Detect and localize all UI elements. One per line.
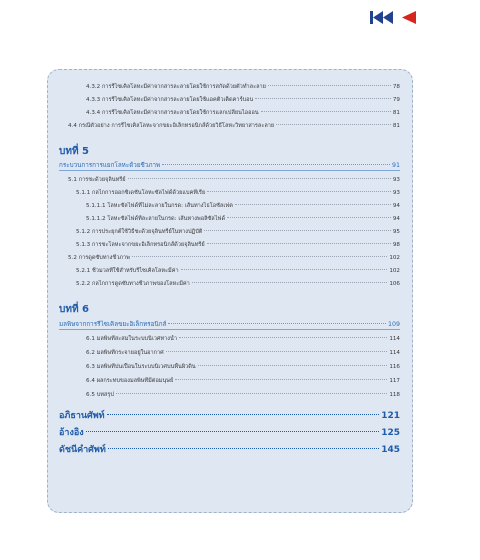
dot-leader [276,124,391,125]
toc-entry[interactable] [86,109,400,117]
dot-leader [235,204,391,205]
entry-number: 6.1 [86,336,95,342]
entry-number: 4.4 [68,123,77,129]
entry-number: 4.3.4 [86,110,101,116]
entry-page: 114 [389,350,400,356]
entry-page: 121 [381,411,400,421]
entry-page: 125 [381,428,400,438]
toc-entry[interactable] [86,377,400,385]
toc-entry[interactable] [86,391,400,399]
entry-page: 102 [389,268,400,274]
entry-number: 5.1.3 [76,242,91,248]
entry-page: 79 [392,97,400,103]
entry-number: 5.1.1.1 [86,203,106,209]
dot-leader [198,365,388,366]
toc-entry[interactable] [68,176,400,184]
dot-leader [255,98,391,99]
entry-title: กรณีตัวอย่าง การรีไซเคิลโลหะจากขยะอิเล็กทรอนิกส์ด้วยวิธีโลหะวิทยาสารละลาย [78,123,275,129]
page-navigation [370,11,416,24]
dot-leader [175,379,387,380]
entry-number: 6.5 [86,392,95,398]
dot-leader [168,323,386,324]
dot-leader [261,111,391,112]
entry-number: 5.2 [68,255,77,261]
chapter-underline [59,329,400,330]
entry-number: 6.3 [86,364,95,370]
entry-number: 5.2.2 [76,281,91,287]
chapter-title-entry[interactable] [59,160,400,170]
dot-leader [108,448,379,449]
entry-page: 95 [392,229,400,235]
dot-leader [107,414,380,415]
entry-number: 5.1.1 [76,190,91,196]
toc-entry[interactable] [76,241,400,249]
chapter-heading: บทที่ 6 [59,304,89,315]
toc-entry[interactable] [86,202,400,210]
toc-entry[interactable] [86,335,400,343]
entry-number: 6.4 [86,378,95,384]
dot-leader [181,269,388,270]
toc-entry[interactable] [86,363,400,371]
toc-entry[interactable] [76,228,400,236]
back-matter-entry[interactable] [59,425,400,439]
entry-page: 93 [392,190,400,196]
dot-leader [128,178,391,179]
entry-page: 106 [389,281,400,287]
entry-page: 117 [389,378,400,384]
entry-title: การรีไซเคิลโลหะมีค่าจากสารละลายโดยใช้แอคติวเต็ดคาร์บอน [102,97,254,103]
dot-leader [227,217,391,218]
toc-entry[interactable] [86,349,400,357]
entry-page: 81 [392,123,400,129]
entry-title: มลพิษที่สะสมในระบบนิเวศทางน้ำ [96,336,178,342]
dot-leader [116,393,387,394]
toc-entry[interactable] [86,215,400,223]
entry-number: 4.3.3 [86,97,101,103]
dot-leader [207,243,391,244]
back-matter-entry[interactable] [59,408,400,422]
entry-title: โลหะซัลไฟด์ที่ไม่ละลายในกรด: เส้นทางไธโอซัลเฟต [107,203,233,209]
entry-number: 5.1.1.2 [86,216,106,222]
toc-entry[interactable] [86,83,400,91]
table-of-contents-panel [47,69,413,513]
entry-title: บทสรุป [96,392,114,398]
entry-number: 5.1 [68,177,77,183]
entry-title: การรีไซเคิลโลหะมีค่าจากสารละลายโดยใช้การสกัดด้วยตัวทำละลาย [102,84,266,90]
entry-page: 81 [392,110,400,116]
toc-entry[interactable] [76,189,400,197]
entry-title: ผลกระทบของมลพิษที่มีต่อมนุษย์ [96,378,174,384]
dot-leader [268,85,391,86]
toc-entry[interactable] [68,122,400,130]
entry-title: มลพิษที่กระจายอยู่ในอากาศ [96,350,164,356]
entry-title: การรีไซเคิลโลหะมีค่าจากสารละลายโดยใช้การแลกเปลี่ยนไอออน [102,110,259,116]
chapter-page: 109 [387,321,400,328]
entry-number: 5.2.1 [76,268,91,274]
dot-leader [132,256,387,257]
entry-title: โลหะซัลไฟด์ที่ละลายในกรด: เส้นทางพอลิซัลไฟด์ [107,216,226,222]
entry-title: การชะโลหะจากขยะอิเล็กทรอนิกส์ด้วยจุลินทรีย์ [92,242,205,248]
back-matter-entry[interactable] [59,442,400,456]
entry-title: การประยุกต์ใช้วิธีชะด้วยจุลินทรีย์ในทางปฏิบัติ [92,229,203,235]
toc-entry[interactable] [76,267,400,275]
dot-leader [192,282,388,283]
entry-number: 5.1.2 [76,229,91,235]
entry-page: 116 [389,364,400,370]
dot-leader [207,191,391,192]
entry-page: 98 [392,242,400,248]
entry-title: การชะด้วยจุลินทรีย์ [78,177,126,183]
dot-leader [179,337,387,338]
entry-title: ดัชนีคำศัพท์ [59,445,106,455]
dot-leader [204,230,390,231]
entry-page: 94 [392,216,400,222]
entry-page: 93 [392,177,400,183]
chapter-heading: บทที่ 5 [59,146,89,157]
entry-number: 4.3.2 [86,84,101,90]
chapter-title: มลพิษจากการรีไซเคิลขยะอิเล็กทรอนิกส์ [59,321,167,328]
entry-title: อ้างอิง [59,428,84,438]
table-of-contents [48,70,412,512]
entry-page: 102 [389,255,400,261]
entry-page: 94 [392,203,400,209]
entry-page: 114 [389,336,400,342]
entry-page: 118 [389,392,400,398]
entry-title: การดูดซับทางชีวภาพ [78,255,130,261]
entry-title: อภิธานศัพท์ [59,411,105,421]
chapter-title: กระบวนการการแยกโลหะด้วยชีวภาพ [59,162,161,169]
entry-title: ชีวมวลที่ใช้สำหรับรีไซเคิลโลหะมีค่า [92,268,179,274]
entry-title: กลไกการดูดซับทางชีวภาพของโลหะมีค่า [92,281,190,287]
entry-page: 78 [392,84,400,90]
dot-leader [166,351,388,352]
double-triangle-left-icon[interactable] [370,11,393,24]
chapter-page: 91 [391,162,400,169]
toc-entry[interactable] [68,254,400,262]
chapter-title-entry[interactable] [59,319,400,329]
dot-leader [86,431,380,432]
toc-entry[interactable] [76,280,400,288]
entry-page: 145 [381,445,400,455]
entry-title: กลไกการออกซิเดชันโลหะซัลไฟด์ด้วยแบคทีเรีย [92,190,206,196]
toc-entry[interactable] [86,96,400,104]
triangle-left-icon[interactable] [402,11,416,24]
chapter-underline [59,170,400,171]
entry-number: 6.2 [86,350,95,356]
entry-title: มลพิษที่ปนเปื้อนในระบบนิเวศบนพื้นผิวดิน [96,364,196,370]
dot-leader [162,164,390,165]
